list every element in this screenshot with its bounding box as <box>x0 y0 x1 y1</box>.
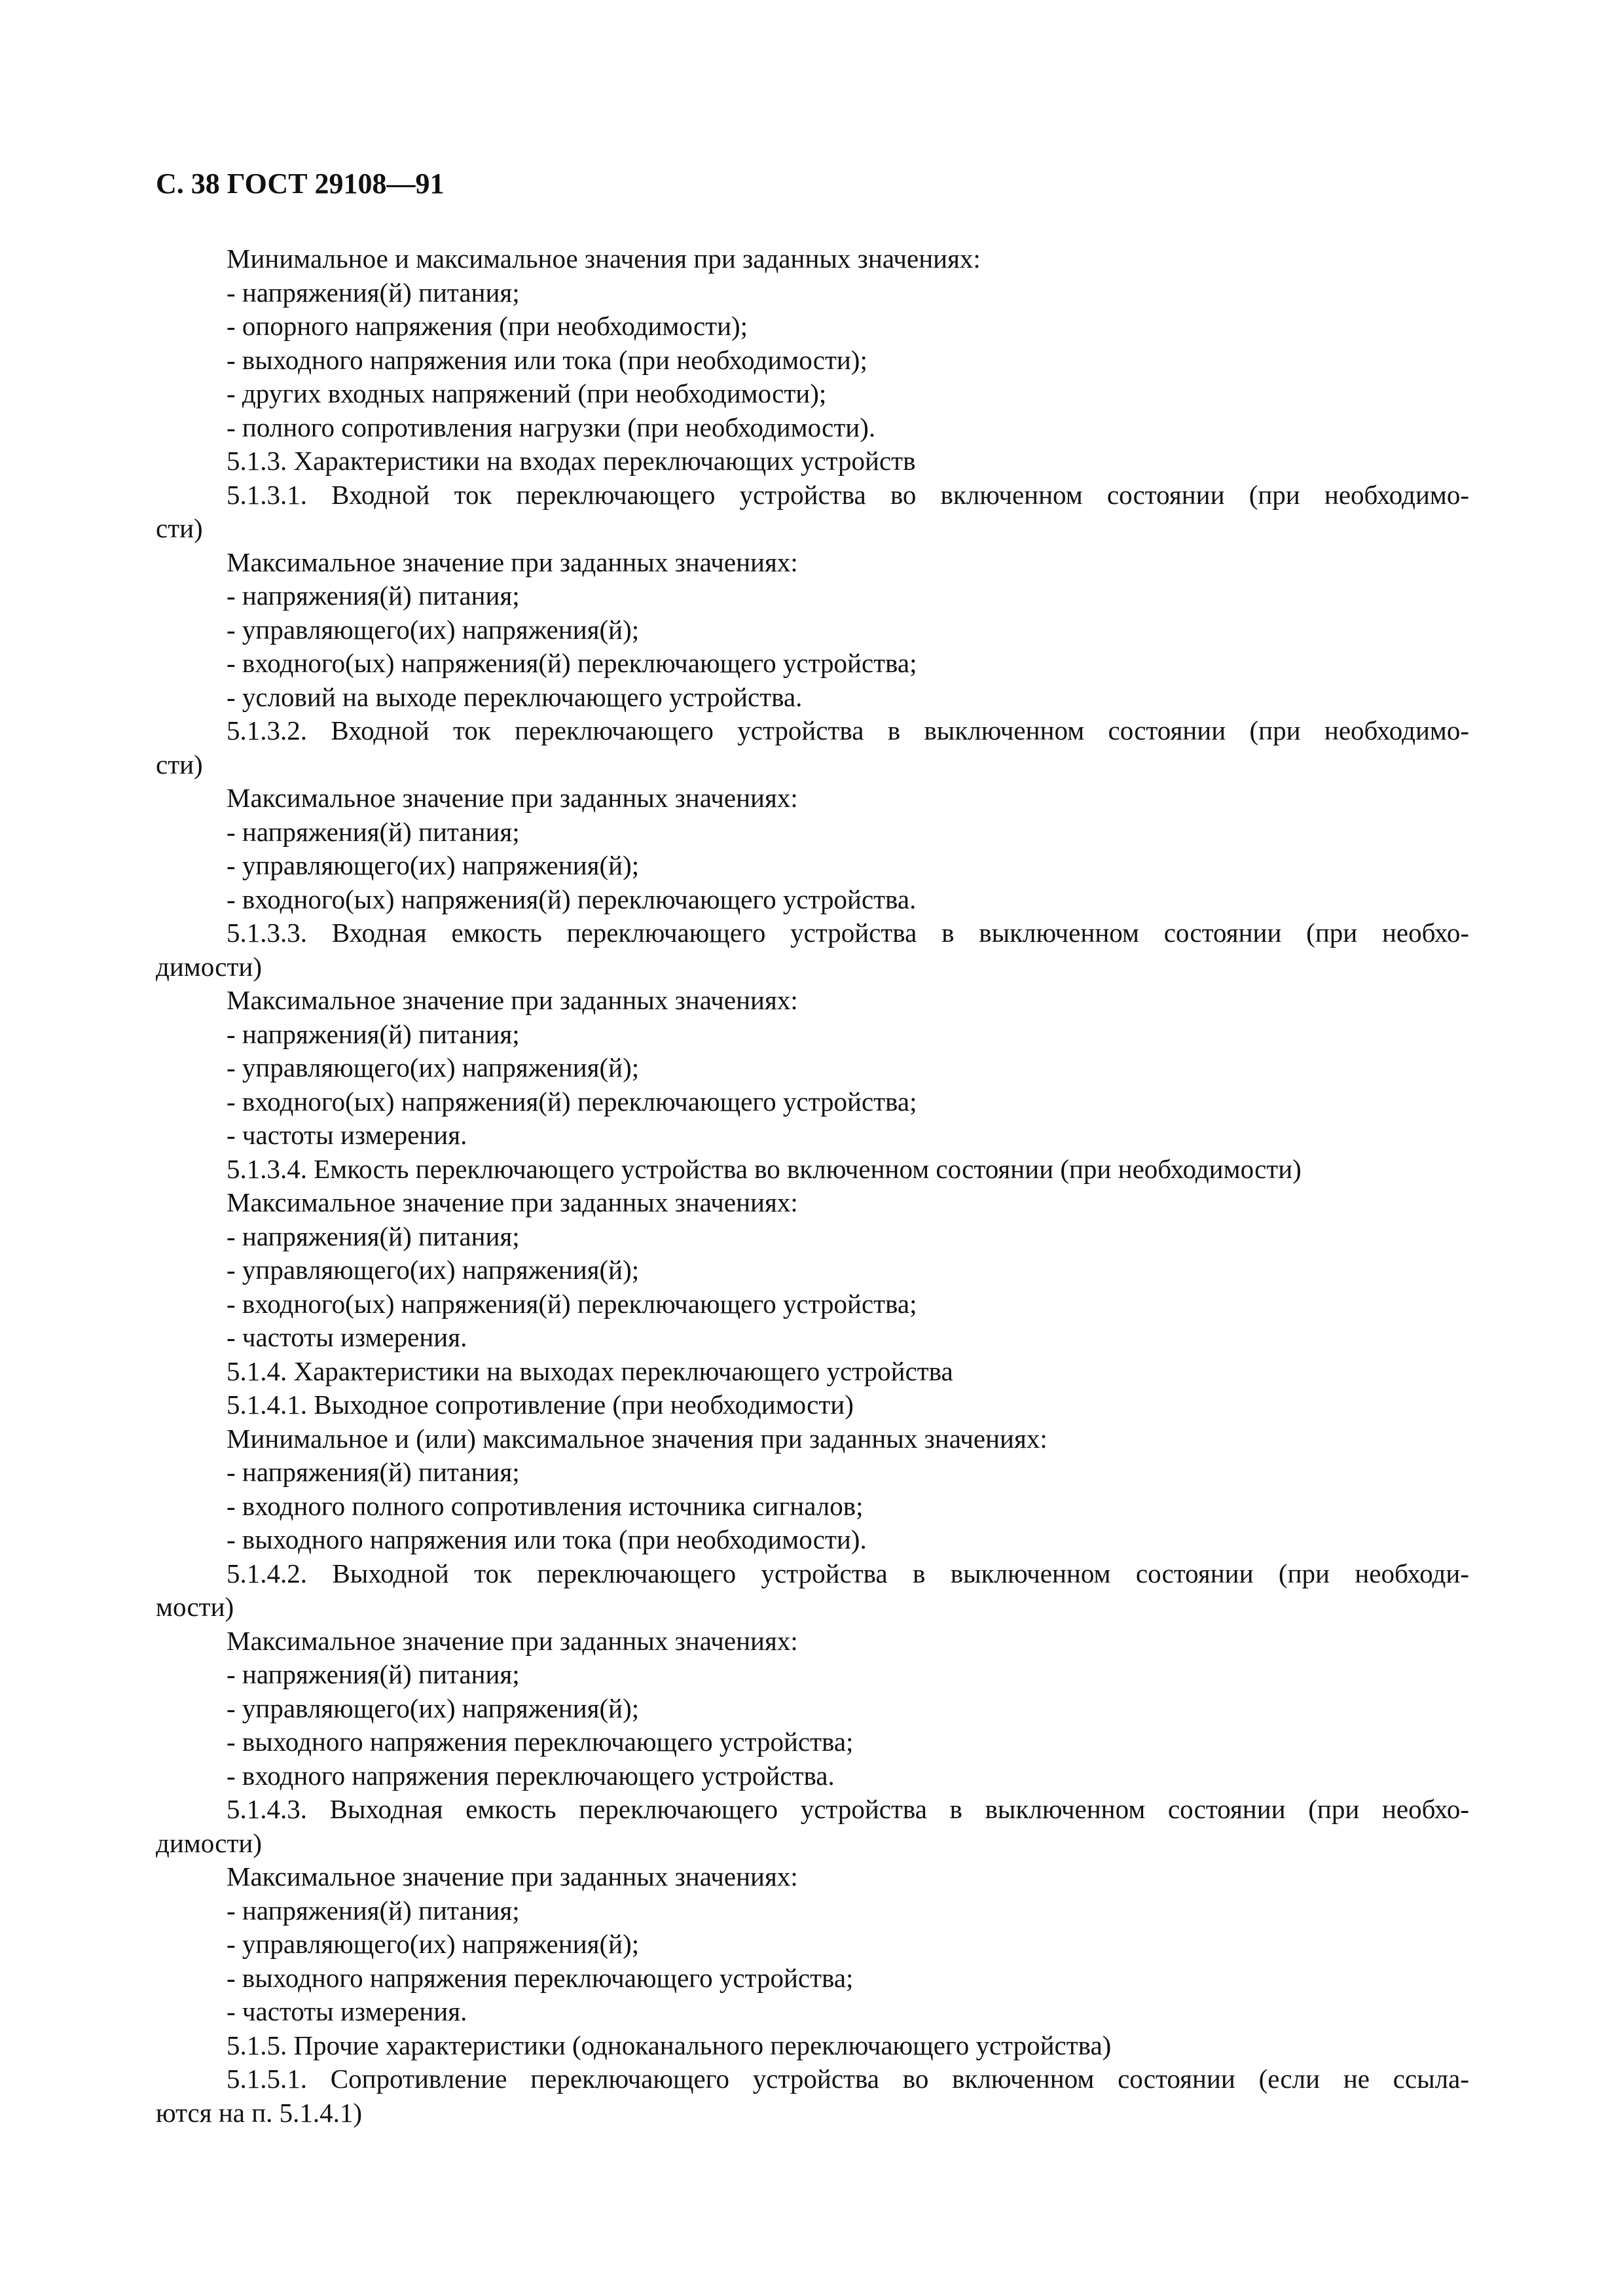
text-line: Максимальное значение при заданных значениях: <box>227 547 798 577</box>
text-line: - напряжения(й) питания; <box>227 1659 520 1689</box>
text-line: - выходного напряжения или тока (при необходимости). <box>227 1524 867 1554</box>
text-line: - напряжения(й) питания; <box>227 581 520 611</box>
text-line: - напряжения(й) питания; <box>227 1457 520 1487</box>
text-line: димости) <box>156 951 262 982</box>
text-line: - входного(ых) напряжения(й) переключающего устройства. <box>227 884 917 914</box>
text-line: сти) <box>156 513 203 543</box>
text-line: - входного полного сопротивления источника сигналов; <box>227 1490 864 1521</box>
text-line: мости) <box>156 1592 234 1622</box>
text-line: - опорного напряжения (при необходимости); <box>227 311 748 341</box>
text-line: 5.1.4.2. Выходной ток переключающего устройства в выключенном состоянии (при необходи- <box>227 1558 1469 1588</box>
text-line: Максимальное значение при заданных значениях: <box>227 1861 798 1892</box>
page-header: С. 38 ГОСТ 29108—91 <box>156 168 445 200</box>
text-line: Максимальное значение при заданных значениях: <box>227 1625 798 1656</box>
text-line: Максимальное значение при заданных значениях: <box>227 985 798 1015</box>
text-line: - напряжения(й) питания; <box>227 277 520 308</box>
text-line: 5.1.4.1. Выходное сопротивление (при необходимости) <box>227 1390 854 1420</box>
text-line: - управляющего(их) напряжения(й); <box>227 1052 640 1083</box>
text-line: - входного(ых) напряжения(й) переключающего устройства; <box>227 648 917 678</box>
text-line: - других входных напряжений (при необходимости); <box>227 378 827 408</box>
text-line: димости) <box>156 1827 262 1858</box>
text-line: - частоты измерения. <box>227 1120 467 1150</box>
text-line: ются на п. 5.1.4.1) <box>156 2097 363 2128</box>
text-line: - управляющего(их) напряжения(й); <box>227 1693 640 1723</box>
text-line: Максимальное значение при заданных значениях: <box>227 783 798 813</box>
text-line: 5.1.4. Характеристики на выходах переключающего устройства <box>227 1355 953 1386</box>
text-line: - выходного напряжения или тока (при необходимости); <box>227 344 867 375</box>
text-line: 5.1.3. Характеристики на входах переключающих устройств <box>227 446 916 476</box>
text-line: 5.1.3.4. Емкость переключающего устройства во включенном состоянии (при необходимости) <box>227 1153 1302 1184</box>
text-line: - напряжения(й) питания; <box>227 1018 520 1049</box>
text-line: 5.1.3.3. Входная емкость переключающего устройства в выключенном состоянии (при необхо- <box>227 918 1469 948</box>
text-line: Минимальное и максимальное значения при заданных значениях: <box>227 243 981 274</box>
text-line: - частоты измерения. <box>227 1996 467 2026</box>
text-line: - входного(ых) напряжения(й) переключающего устройства; <box>227 1086 917 1117</box>
text-line: 5.1.3.2. Входной ток переключающего устройства в выключенном состоянии (при необходимо- <box>227 715 1469 745</box>
text-line: 5.1.3.1. Входной ток переключающего устройства во включенном состоянии (при необходимо- <box>227 479 1469 510</box>
text-line: Минимальное и (или) максимальное значения при заданных значениях: <box>227 1423 1048 1454</box>
text-line: сти) <box>156 749 203 780</box>
text-line: 5.1.5. Прочие характеристики (одноканального переключающего устройства) <box>227 2030 1112 2060</box>
text-line: - управляющего(их) напряжения(й); <box>227 1929 640 1959</box>
text-line: - условий на выходе переключающего устройства. <box>227 681 803 712</box>
text-line: Максимальное значение при заданных значениях: <box>227 1187 798 1217</box>
text-line: - выходного напряжения переключающего устройства; <box>227 1727 854 1757</box>
text-line: 5.1.5.1. Сопротивление переключающего устройства во включенном состоянии (если не ссыла- <box>227 2064 1469 2094</box>
text-line: - входного(ых) напряжения(й) переключающего устройства; <box>227 1288 917 1319</box>
text-line: - полного сопротивления нагрузки (при необходимости). <box>227 412 876 442</box>
text-line: - выходного напряжения переключающего устройства; <box>227 1962 854 1993</box>
text-line: - управляющего(их) напряжения(й); <box>227 1255 640 1285</box>
text-line: - напряжения(й) питания; <box>227 1221 520 1251</box>
text-line: - напряжения(й) питания; <box>227 816 520 847</box>
text-line: - частоты измерения. <box>227 1322 467 1352</box>
document-body <box>156 242 1469 2130</box>
text-line: - входного напряжения переключающего устройства. <box>227 1760 835 1791</box>
text-line: - управляющего(их) напряжения(й); <box>227 850 640 880</box>
text-line: 5.1.4.3. Выходная емкость переключающего устройства в выключенном состоянии (при необхо- <box>227 1794 1469 1824</box>
text-line: - напряжения(й) питания; <box>227 1895 520 1926</box>
text-line: - управляющего(их) напряжения(й); <box>227 614 640 645</box>
